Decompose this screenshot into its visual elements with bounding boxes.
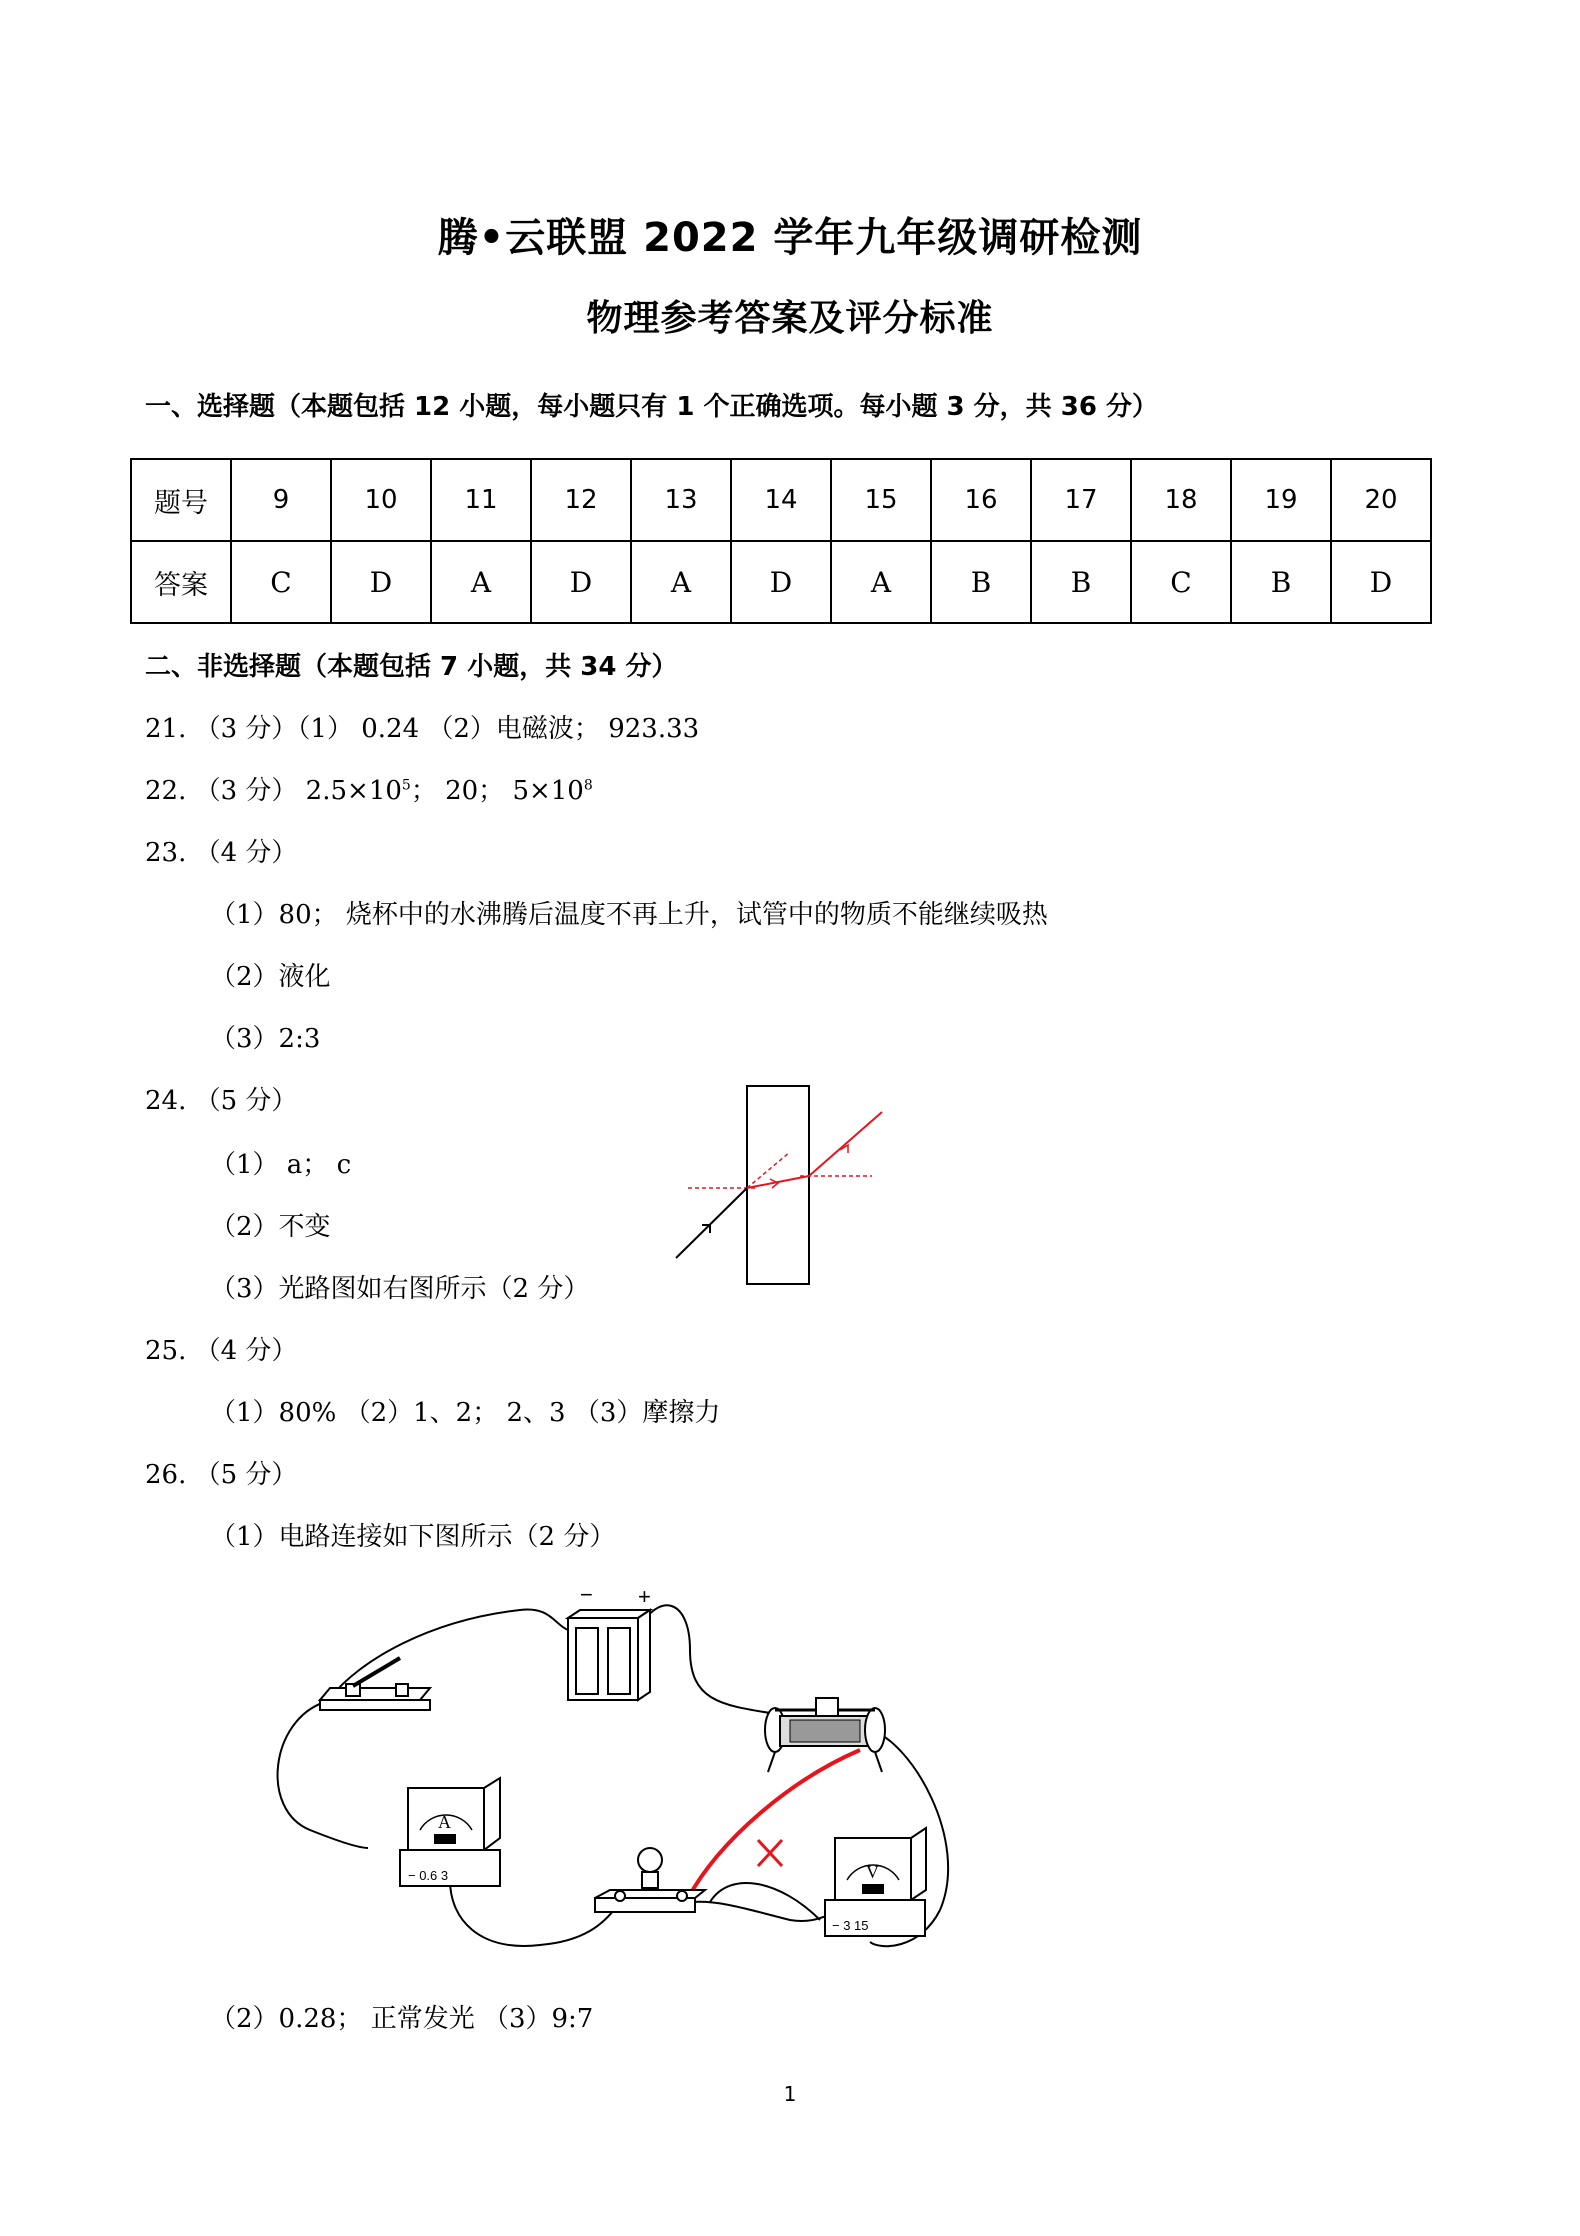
page-subtitle: 物理参考答案及评分标准	[586, 298, 994, 339]
ammeter-label: A	[438, 1812, 451, 1832]
q23-heading: 23. （4 分）	[145, 838, 298, 868]
answer-q21: 21. （3 分）（1） 0.24 （2）电磁波； 923.33	[145, 714, 700, 744]
refracted-ray	[747, 1176, 809, 1188]
q24-part1: （1） a； c	[210, 1150, 352, 1180]
table-row-questions	[131, 459, 1431, 541]
lamp	[595, 1848, 705, 1912]
answer-q22	[145, 770, 593, 807]
question-number: 18	[1131, 459, 1231, 541]
answer-cell: A	[431, 541, 531, 623]
answer-table	[130, 458, 1432, 624]
emergent-ray	[809, 1112, 882, 1176]
battery	[568, 1582, 651, 1700]
light-path-diagram	[660, 1070, 900, 1300]
wire-switch-battery	[330, 1609, 568, 1698]
wire-switch-ammeter	[278, 1702, 368, 1848]
page-number: 1	[783, 2082, 797, 2106]
voltmeter-label: V	[866, 1862, 879, 1882]
q22-exponent-1: 5	[401, 777, 411, 794]
answer-cell: C	[231, 541, 331, 623]
q26-part1: （1）电路连接如下图所示（2 分）	[210, 1522, 616, 1552]
battery-plus-label: +	[638, 1584, 651, 1609]
row-label-number: 题号	[131, 459, 231, 541]
question-number: 15	[831, 459, 931, 541]
ammeter	[400, 1778, 500, 1886]
q24-part2: （2）不变	[210, 1212, 331, 1242]
section2-heading: 二、非选择题（本题包括 7 小题，共 34 分）	[145, 652, 678, 682]
q25-part1: （1）80% （2）1、2； 2、3 （3）摩擦力	[210, 1398, 721, 1428]
q24-heading: 24. （5 分）	[145, 1086, 298, 1116]
q23-part2: （2）液化	[210, 962, 331, 992]
ammeter-scale-label: − 0.6 3	[408, 1868, 449, 1883]
answer-cell: B	[1231, 541, 1331, 623]
q24-part3: （3）光路图如右图所示（2 分）	[210, 1274, 590, 1304]
extension-dashed	[747, 1152, 790, 1188]
question-number: 10	[331, 459, 431, 541]
glass-slab	[747, 1086, 809, 1284]
table-row-answers	[131, 541, 1431, 623]
answer-cell: A	[831, 541, 931, 623]
voltmeter	[825, 1828, 926, 1936]
question-number: 9	[231, 459, 331, 541]
q22-middle: ； 20； 5×10	[410, 776, 584, 806]
answer-cell: A	[631, 541, 731, 623]
question-number: 14	[731, 459, 831, 541]
page-title: 腾•云联盟 2022 学年九年级调研检测	[437, 215, 1143, 261]
question-number: 11	[431, 459, 531, 541]
wire-battery-rheostat	[638, 1605, 770, 1713]
q25-heading: 25. （4 分）	[145, 1336, 298, 1366]
answer-cell: C	[1131, 541, 1231, 623]
question-number: 13	[631, 459, 731, 541]
battery-minus-label: −	[580, 1582, 593, 1607]
question-number: 16	[931, 459, 1031, 541]
answer-cell: D	[1331, 541, 1431, 623]
incident-ray	[676, 1188, 747, 1258]
question-number: 12	[531, 459, 631, 541]
answer-cell: D	[531, 541, 631, 623]
q23-part3: （3）2:3	[210, 1024, 321, 1054]
answer-cell: B	[931, 541, 1031, 623]
circuit-diagram	[250, 1580, 1010, 1980]
answer-cell: D	[731, 541, 831, 623]
switch	[320, 1658, 430, 1710]
wrong-wire-cross-icon	[758, 1840, 782, 1866]
question-number: 20	[1331, 459, 1431, 541]
voltmeter-scale-label: − 3 15	[832, 1918, 869, 1933]
q26-part2: （2）0.28； 正常发光 （3）9:7	[210, 2004, 594, 2034]
q23-part1: （1）80； 烧杯中的水沸腾后温度不再上升，试管中的物质不能继续吸热	[210, 900, 1048, 930]
question-number: 17	[1031, 459, 1131, 541]
q22-prefix: 22. （3 分） 2.5×10	[145, 776, 402, 806]
answer-cell: B	[1031, 541, 1131, 623]
row-label-answer: 答案	[131, 541, 231, 623]
section1-heading: 一、选择题（本题包括 12 小题，每小题只有 1 个正确选项。每小题 3 分，共 36 分）	[145, 392, 1158, 422]
q26-heading: 26. （5 分）	[145, 1460, 298, 1490]
rheostat	[765, 1698, 885, 1772]
answer-cell: D	[331, 541, 431, 623]
question-number: 19	[1231, 459, 1331, 541]
q22-exponent-2: 8	[583, 777, 593, 794]
